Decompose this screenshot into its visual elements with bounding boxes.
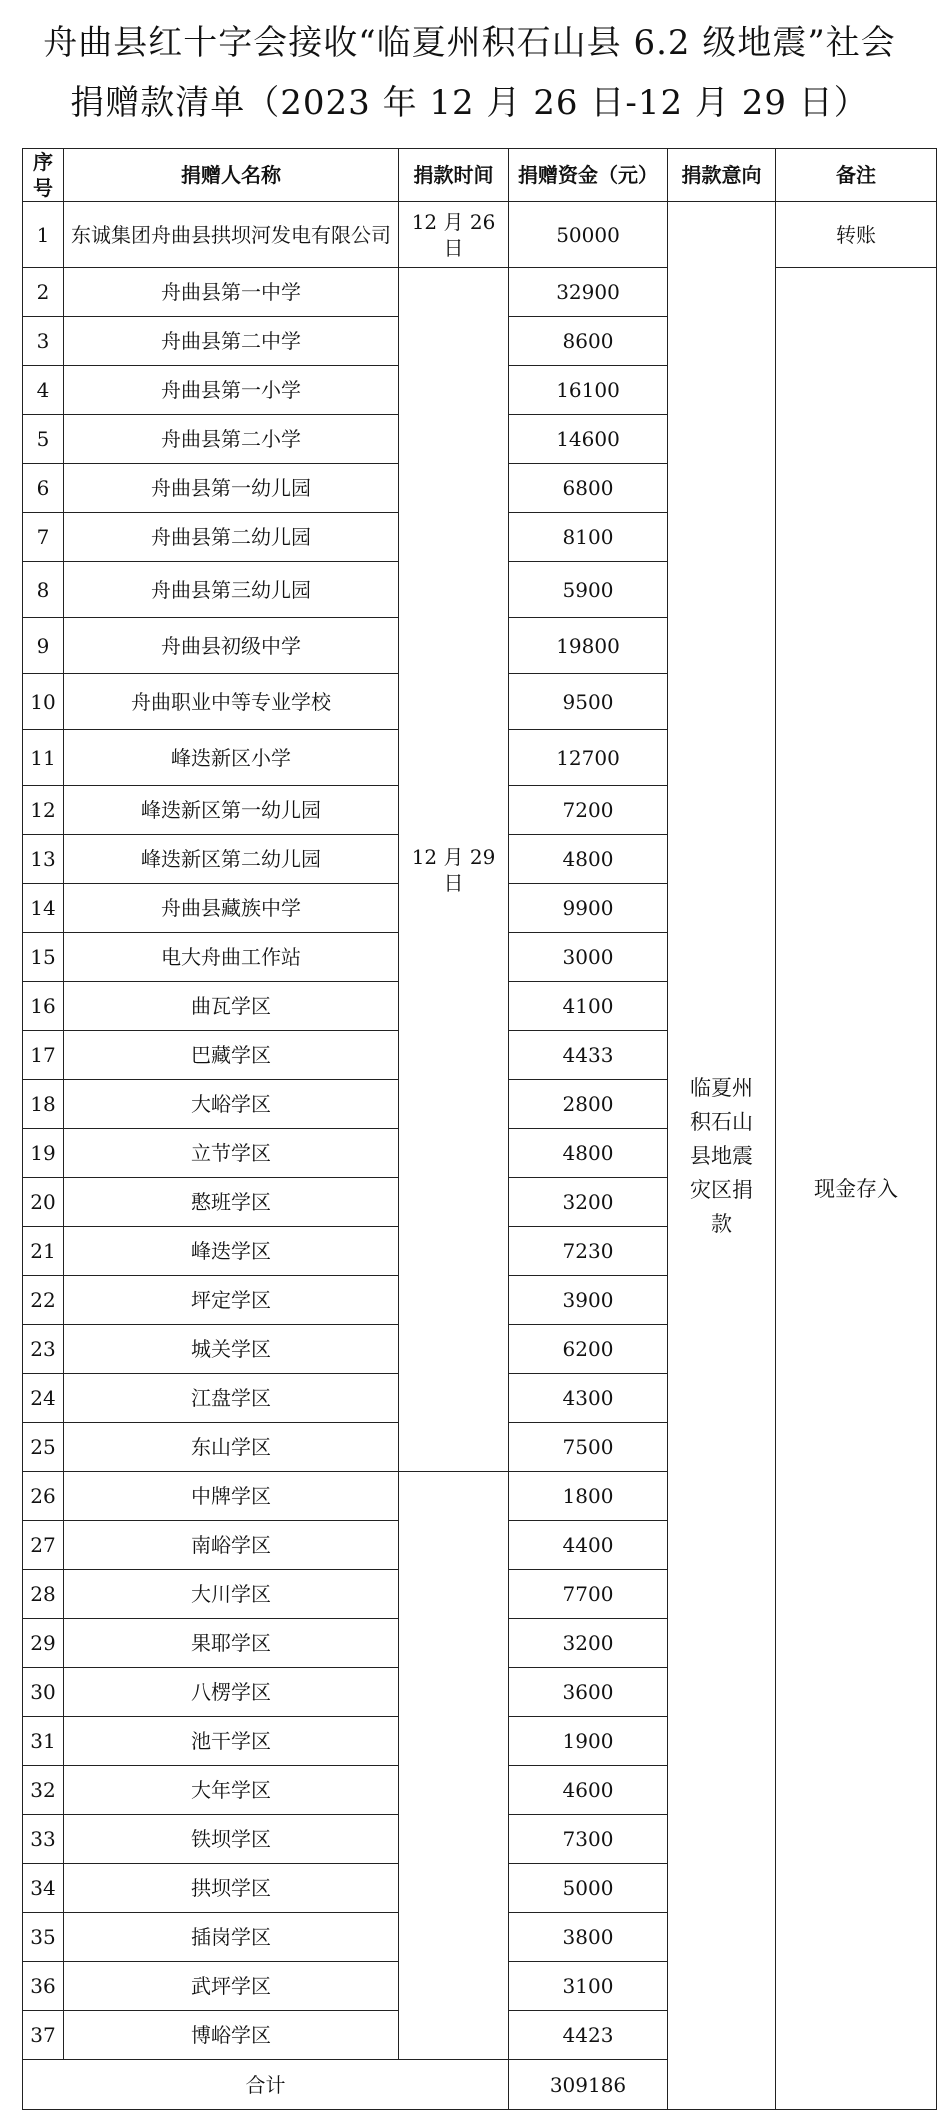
donation-amount: 4400 xyxy=(509,1521,668,1570)
donor-name: 舟曲县藏族中学 xyxy=(64,884,399,933)
donor-name: 舟曲县第二中学 xyxy=(64,317,399,366)
donor-name: 插岗学区 xyxy=(64,1913,399,1962)
donor-name: 憨班学区 xyxy=(64,1178,399,1227)
row-index: 15 xyxy=(23,933,64,982)
donor-name: 舟曲县第一幼儿园 xyxy=(64,464,399,513)
table-row xyxy=(23,268,937,317)
donation-amount: 7200 xyxy=(509,786,668,835)
donor-name: 峰迭学区 xyxy=(64,1227,399,1276)
donation-amount: 6800 xyxy=(509,464,668,513)
row-index: 11 xyxy=(23,730,64,786)
donation-amount: 3000 xyxy=(509,933,668,982)
row-index: 10 xyxy=(23,674,64,730)
donation-amount: 2800 xyxy=(509,1080,668,1129)
donation-amount: 16100 xyxy=(509,366,668,415)
donation-amount: 3100 xyxy=(509,1962,668,2011)
donor-name: 武坪学区 xyxy=(64,1962,399,2011)
row-index: 8 xyxy=(23,562,64,618)
row-index: 7 xyxy=(23,513,64,562)
donation-amount: 9900 xyxy=(509,884,668,933)
donation-amount: 3600 xyxy=(509,1668,668,1717)
donation-amount: 9500 xyxy=(509,674,668,730)
header-time: 捐款时间 xyxy=(399,149,509,202)
donor-name: 坪定学区 xyxy=(64,1276,399,1325)
header-purpose: 捐款意向 xyxy=(668,149,776,202)
header-remark: 备注 xyxy=(776,149,937,202)
donation-amount: 19800 xyxy=(509,618,668,674)
donation-amount: 7500 xyxy=(509,1423,668,1472)
row-index: 14 xyxy=(23,884,64,933)
donation-amount: 4300 xyxy=(509,1374,668,1423)
row-index: 29 xyxy=(23,1619,64,1668)
row-index: 4 xyxy=(23,366,64,415)
table-header-row xyxy=(23,149,937,202)
donor-name: 池干学区 xyxy=(64,1717,399,1766)
row-index: 36 xyxy=(23,1962,64,2011)
total-label: 合计 xyxy=(23,2060,509,2110)
donation-amount: 1800 xyxy=(509,1472,668,1521)
donation-amount: 5000 xyxy=(509,1864,668,1913)
donation-time-blank xyxy=(399,1472,509,2060)
donor-name: 舟曲县第三幼儿园 xyxy=(64,562,399,618)
row-index: 19 xyxy=(23,1129,64,1178)
donation-time-1226: 12 月 26 日 xyxy=(399,202,509,268)
donor-name: 东诚集团舟曲县拱坝河发电有限公司 xyxy=(64,202,399,268)
donor-name: 峰迭新区第一幼儿园 xyxy=(64,786,399,835)
row-index: 1 xyxy=(23,202,64,268)
row-index: 2 xyxy=(23,268,64,317)
donor-name: 博峪学区 xyxy=(64,2011,399,2060)
row-index: 28 xyxy=(23,1570,64,1619)
donor-name: 大川学区 xyxy=(64,1570,399,1619)
donation-amount: 14600 xyxy=(509,415,668,464)
donation-time-1229: 12 月 29 日 xyxy=(399,268,509,1472)
donor-name: 拱坝学区 xyxy=(64,1864,399,1913)
row-index: 21 xyxy=(23,1227,64,1276)
donor-name: 中牌学区 xyxy=(64,1472,399,1521)
donor-name: 立节学区 xyxy=(64,1129,399,1178)
header-amount: 捐赠资金（元） xyxy=(509,149,668,202)
row-index: 9 xyxy=(23,618,64,674)
donation-purpose: 临夏州积石山县地震灾区捐款 xyxy=(668,202,776,2110)
row-index: 25 xyxy=(23,1423,64,1472)
donation-amount: 50000 xyxy=(509,202,668,268)
row-index: 33 xyxy=(23,1815,64,1864)
donor-name: 电大舟曲工作站 xyxy=(64,933,399,982)
row-index: 5 xyxy=(23,415,64,464)
donor-name: 舟曲职业中等专业学校 xyxy=(64,674,399,730)
donor-name: 果耶学区 xyxy=(64,1619,399,1668)
header-index: 序号 xyxy=(23,149,64,202)
remark-cash-deposit: 现金存入 xyxy=(776,268,937,2110)
document-title-line1: 舟曲县红十字会接收“临夏州积石山县 6.2 级地震”社会 xyxy=(43,23,896,63)
row-index: 20 xyxy=(23,1178,64,1227)
donor-name: 舟曲县初级中学 xyxy=(64,618,399,674)
donation-amount: 4800 xyxy=(509,1129,668,1178)
row-index: 34 xyxy=(23,1864,64,1913)
donor-name: 曲瓦学区 xyxy=(64,982,399,1031)
donation-amount: 8600 xyxy=(509,317,668,366)
row-index: 31 xyxy=(23,1717,64,1766)
donor-name: 八楞学区 xyxy=(64,1668,399,1717)
row-index: 35 xyxy=(23,1913,64,1962)
donation-amount: 8100 xyxy=(509,513,668,562)
donation-amount: 1900 xyxy=(509,1717,668,1766)
row-index: 18 xyxy=(23,1080,64,1129)
donation-amount: 4423 xyxy=(509,2011,668,2060)
donation-amount: 3200 xyxy=(509,1619,668,1668)
row-index: 16 xyxy=(23,982,64,1031)
row-index: 32 xyxy=(23,1766,64,1815)
row-index: 37 xyxy=(23,2011,64,2060)
donor-name: 城关学区 xyxy=(64,1325,399,1374)
donor-name: 铁坝学区 xyxy=(64,1815,399,1864)
donor-name: 舟曲县第一小学 xyxy=(64,366,399,415)
total-amount: 309186 xyxy=(509,2060,668,2110)
document-title-line2: 捐赠款清单（2023 年 12 月 26 日-12 月 29 日） xyxy=(70,83,869,123)
donation-amount: 3800 xyxy=(509,1913,668,1962)
donor-name: 南峪学区 xyxy=(64,1521,399,1570)
donation-amount: 3900 xyxy=(509,1276,668,1325)
donor-name: 巴藏学区 xyxy=(64,1031,399,1080)
row-index: 17 xyxy=(23,1031,64,1080)
donation-amount: 7700 xyxy=(509,1570,668,1619)
donation-amount: 7230 xyxy=(509,1227,668,1276)
header-donor: 捐赠人名称 xyxy=(64,149,399,202)
donation-amount: 4600 xyxy=(509,1766,668,1815)
donation-amount: 4433 xyxy=(509,1031,668,1080)
row-index: 22 xyxy=(23,1276,64,1325)
donor-name: 大峪学区 xyxy=(64,1080,399,1129)
donation-amount: 5900 xyxy=(509,562,668,618)
donation-amount: 12700 xyxy=(509,730,668,786)
donor-name: 大年学区 xyxy=(64,1766,399,1815)
donation-amount: 32900 xyxy=(509,268,668,317)
donation-amount: 4100 xyxy=(509,982,668,1031)
row-index: 12 xyxy=(23,786,64,835)
row-index: 26 xyxy=(23,1472,64,1521)
row-index: 13 xyxy=(23,835,64,884)
row-index: 6 xyxy=(23,464,64,513)
row-index: 27 xyxy=(23,1521,64,1570)
donation-amount: 6200 xyxy=(509,1325,668,1374)
table-row xyxy=(23,202,937,268)
donor-name: 舟曲县第二小学 xyxy=(64,415,399,464)
donor-name: 东山学区 xyxy=(64,1423,399,1472)
row-index: 3 xyxy=(23,317,64,366)
remark-transfer: 转账 xyxy=(776,202,937,268)
row-index: 30 xyxy=(23,1668,64,1717)
donation-amount: 4800 xyxy=(509,835,668,884)
donation-amount: 3200 xyxy=(509,1178,668,1227)
donor-name: 峰迭新区第二幼儿园 xyxy=(64,835,399,884)
donor-name: 舟曲县第二幼儿园 xyxy=(64,513,399,562)
donation-table xyxy=(22,148,937,2110)
row-index: 24 xyxy=(23,1374,64,1423)
donor-name: 峰迭新区小学 xyxy=(64,730,399,786)
row-index: 23 xyxy=(23,1325,64,1374)
donor-name: 江盘学区 xyxy=(64,1374,399,1423)
donation-amount: 7300 xyxy=(509,1815,668,1864)
donor-name: 舟曲县第一中学 xyxy=(64,268,399,317)
